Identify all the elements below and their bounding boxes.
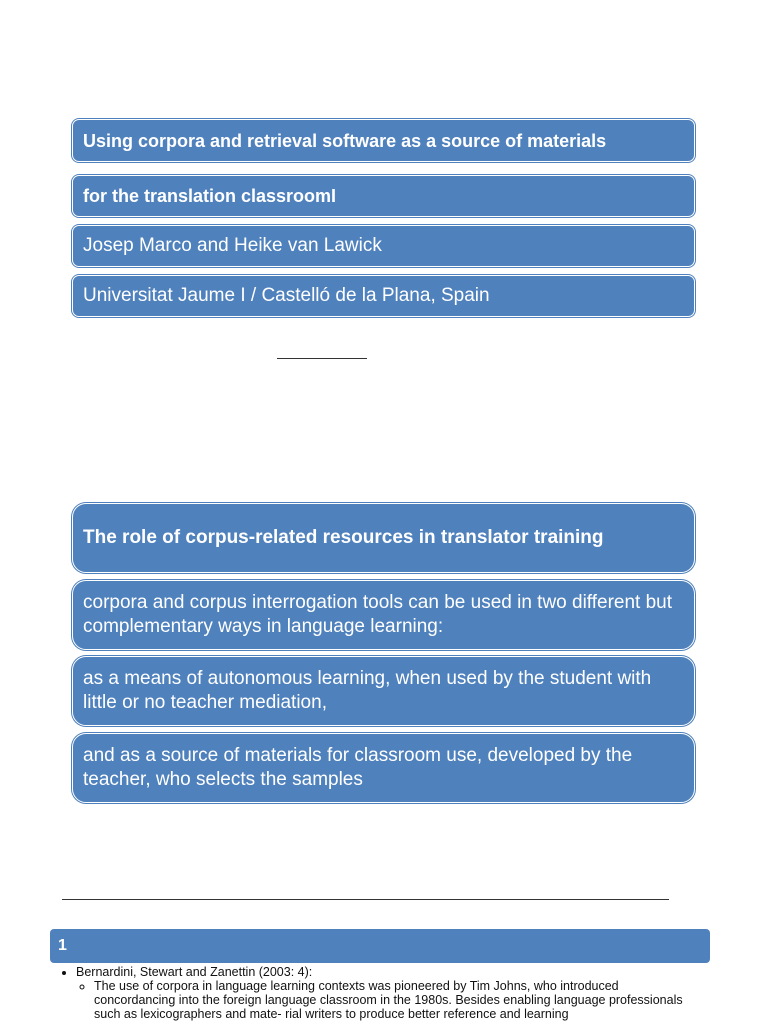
note-sub-bullet: ◦ The use of corpora in language learning contexts was pioneered by Tim Johns, who introduced concordancing into the foreign language classroom in the 1980s. Besides enabling language professionals such as lexicographers and mate- rial writers to produce better reference and learning [94,979,702,1021]
short-divider [277,358,367,359]
long-divider [62,899,669,900]
slide-number: 1 [58,937,67,954]
role-item-1: corpora and corpus interrogation tools can be used in two different but complementary ways in language learning: [72,580,695,650]
role-item-2: as a means of autonomous learning, when used by the student with little or no teacher mediation, [72,656,695,726]
affiliation: Universitat Jaume I / Castelló de la Plana, Spain [72,275,695,317]
title-line-1: Using corpora and retrieval software as a source of materials [72,119,695,162]
title-line-2: for the translation classroomI [72,175,695,217]
authors: Josep Marco and Heike van Lawick [72,225,695,267]
role-heading: The role of corpus-related resources in translator training [72,503,695,573]
slide-number-bar [50,929,710,963]
note-bullet: • Bernardini, Stewart and Zanettin (2003: 4): [76,965,702,979]
slide3-notes [62,965,702,1021]
role-item-3: and as a source of materials for classroom use, developed by the teacher, who selects the samples [72,733,695,803]
